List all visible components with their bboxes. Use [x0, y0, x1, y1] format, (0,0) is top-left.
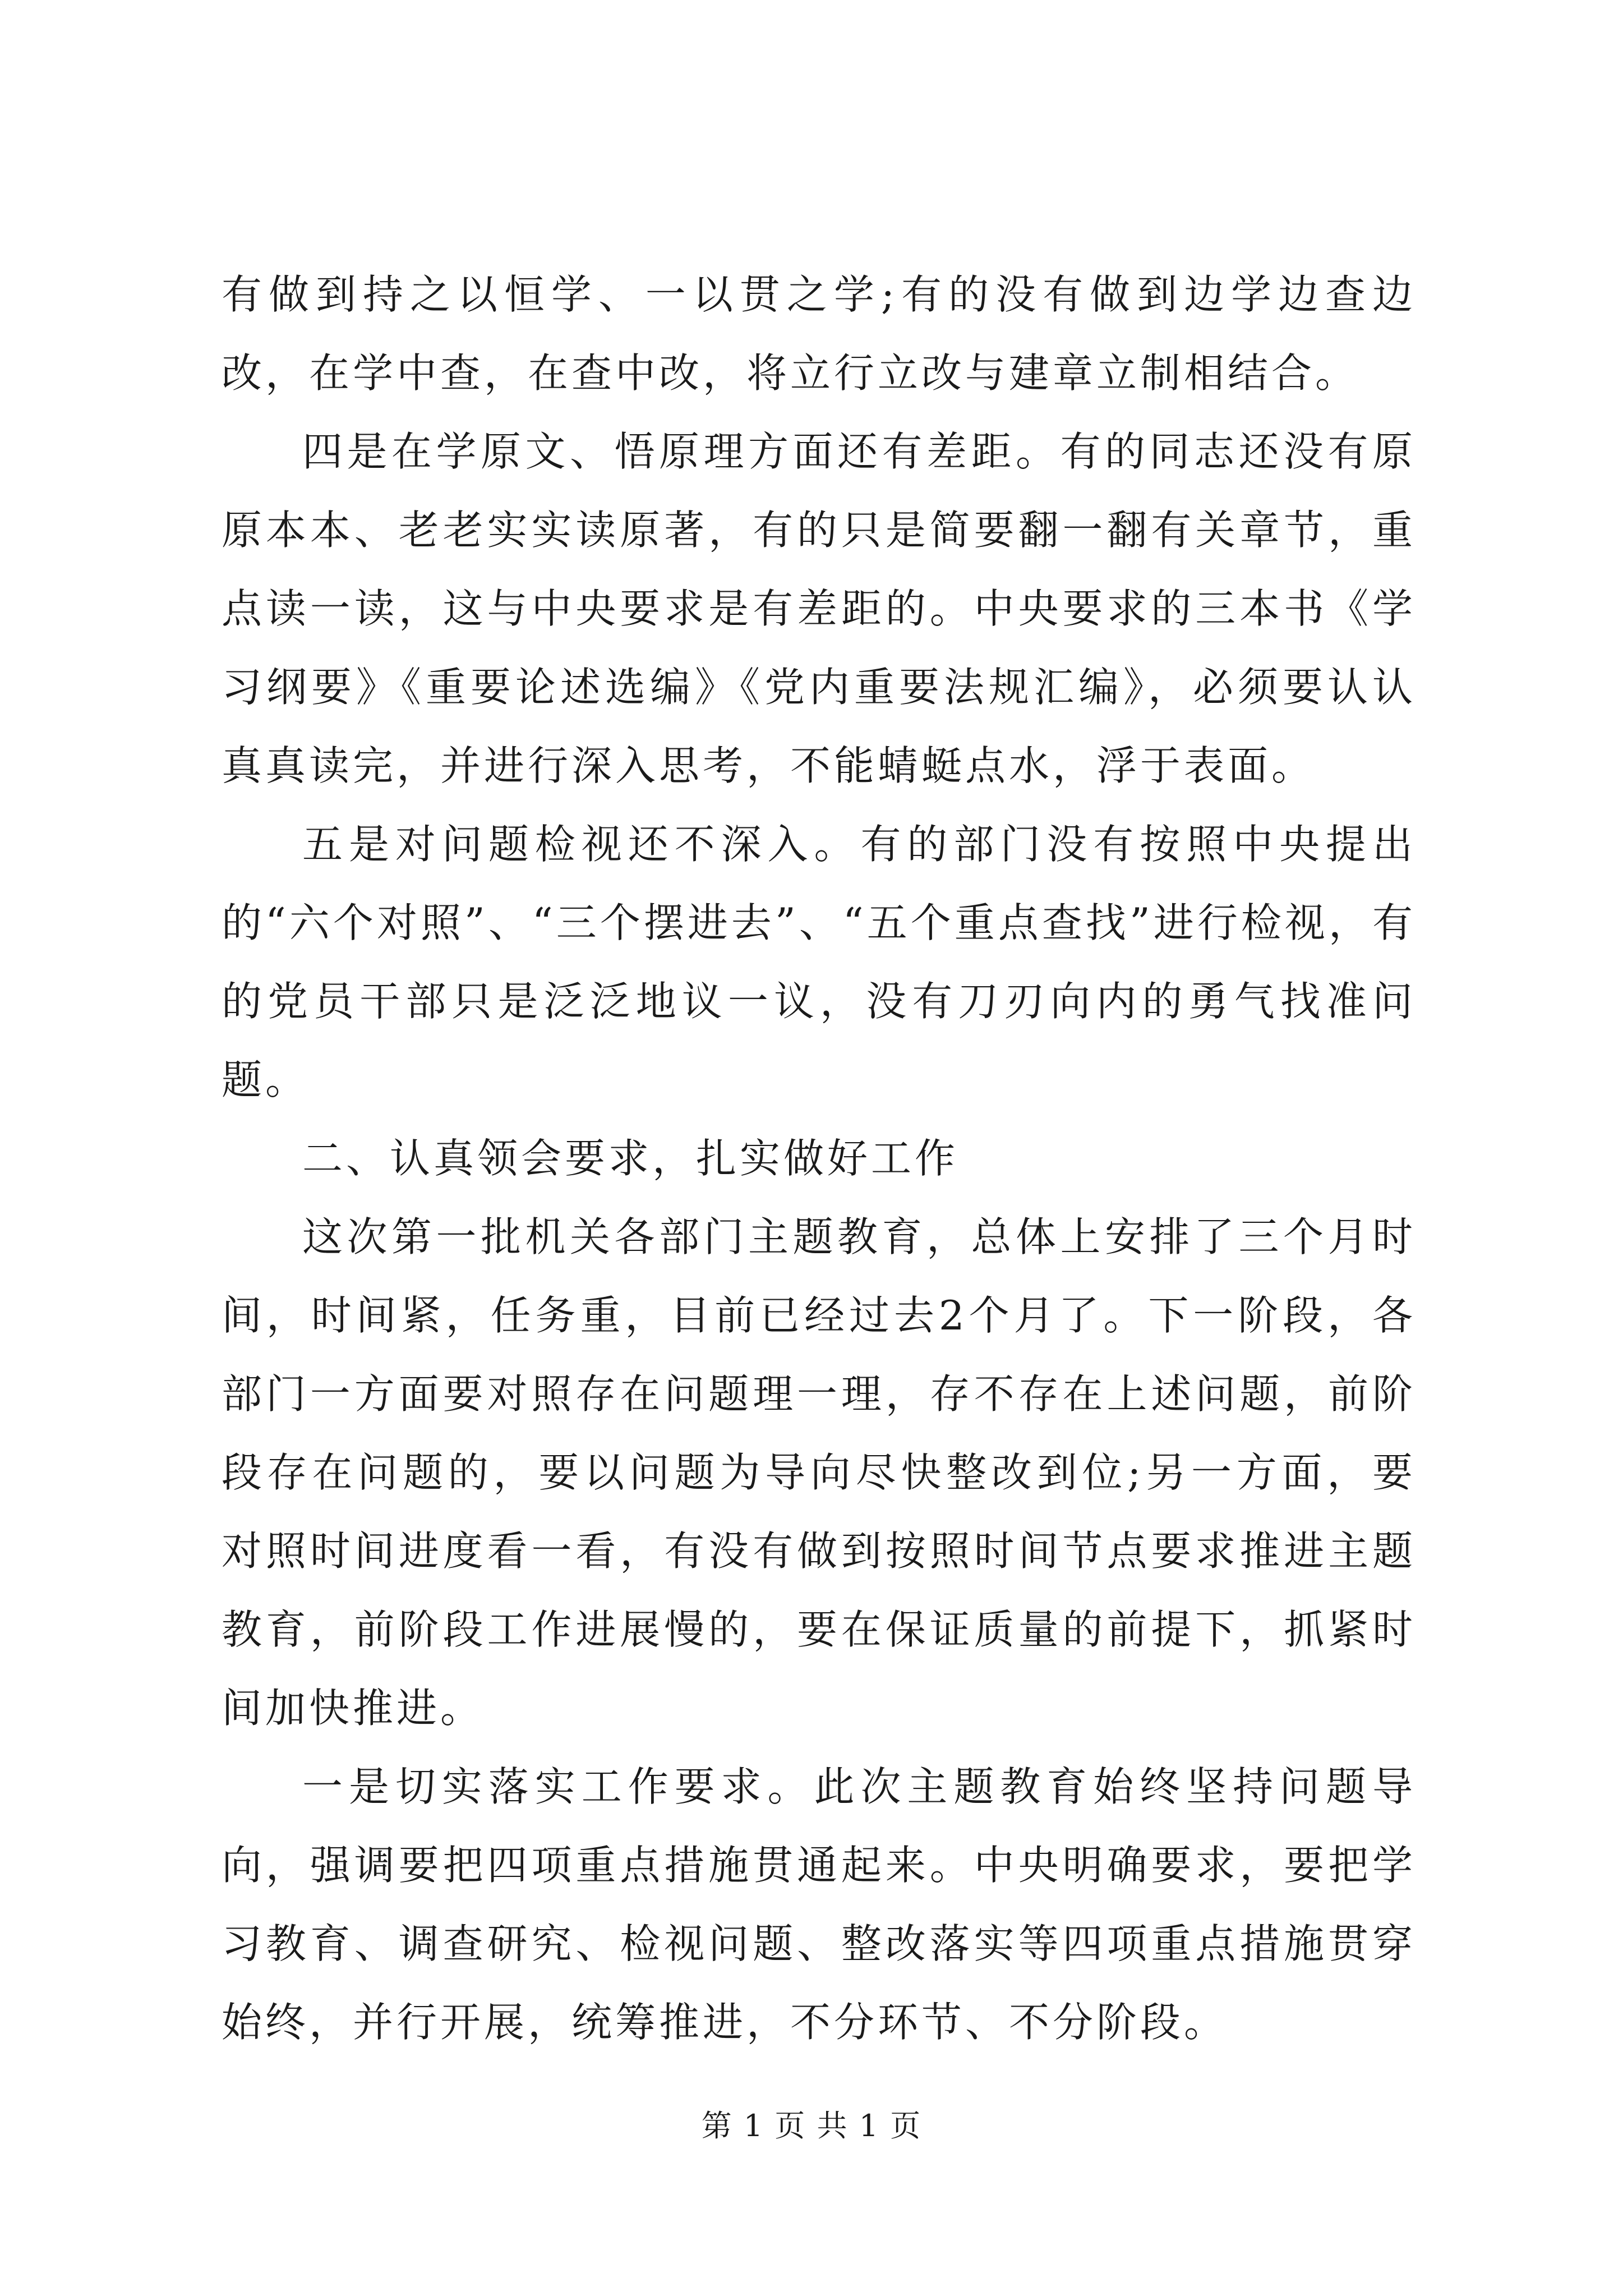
document-body [222, 255, 1416, 2062]
page-number-label: 第 1 页 共 1 页 [701, 2108, 922, 2143]
paragraph: 有做到持之以恒学、一以贯之学;有的没有做到边学边查边改，在学中查，在查中改，将立行立改与建章立制相结合。 [222, 271, 1416, 397]
paragraph: 一是切实落实工作要求。此次主题教育始终坚持问题导向，强调要把四项重点措施贯通起来。中央明确要求，要把学习教育、调查研究、检视问题、整改落实等四项重点措施贯穿始终，并行开展，统筹推进，不分环节、不分阶段。 [222, 1763, 1416, 2046]
page-footer [0, 2106, 1623, 2146]
paragraph: 四是在学原文、悟原理方面还有差距。有的同志还没有原原本本、老老实实读原著，有的只是简要翻一翻有关章节，重点读一读，这与中央要求是有差距的。中央要求的三本书《学习纲要》《重要论述选编》《党内重要法规汇编》，必须要认认真真读完，并进行深入思考，不能蜻蜓点水，浮于表面。 [222, 428, 1416, 789]
section-heading: 二、认真领会要求，扎实做好工作 [302, 1135, 959, 1182]
paragraph: 五是对问题检视还不深入。有的部门没有按照中央提出的“六个对照”、“三个摆进去”、“五个重点查找”进行检视，有的党员干部只是泛泛地议一议，没有刀刃向内的勇气找准问题。 [222, 821, 1416, 1103]
paragraph: 这次第一批机关各部门主题教育，总体上安排了三个月时间，时间紧，任务重，目前已经过去2个月了。下一阶段，各部门一方面要对照存在问题理一理，存不存在上述问题，前阶段存在问题的，要以问题为导向尽快整改到位;另一方面，要对照时间进度看一看，有没有做到按照时间节点要求推进主题教育，前阶段工作进展慢的，要在保证质量的前提下，抓紧时间加快推进。 [222, 1213, 1416, 1732]
